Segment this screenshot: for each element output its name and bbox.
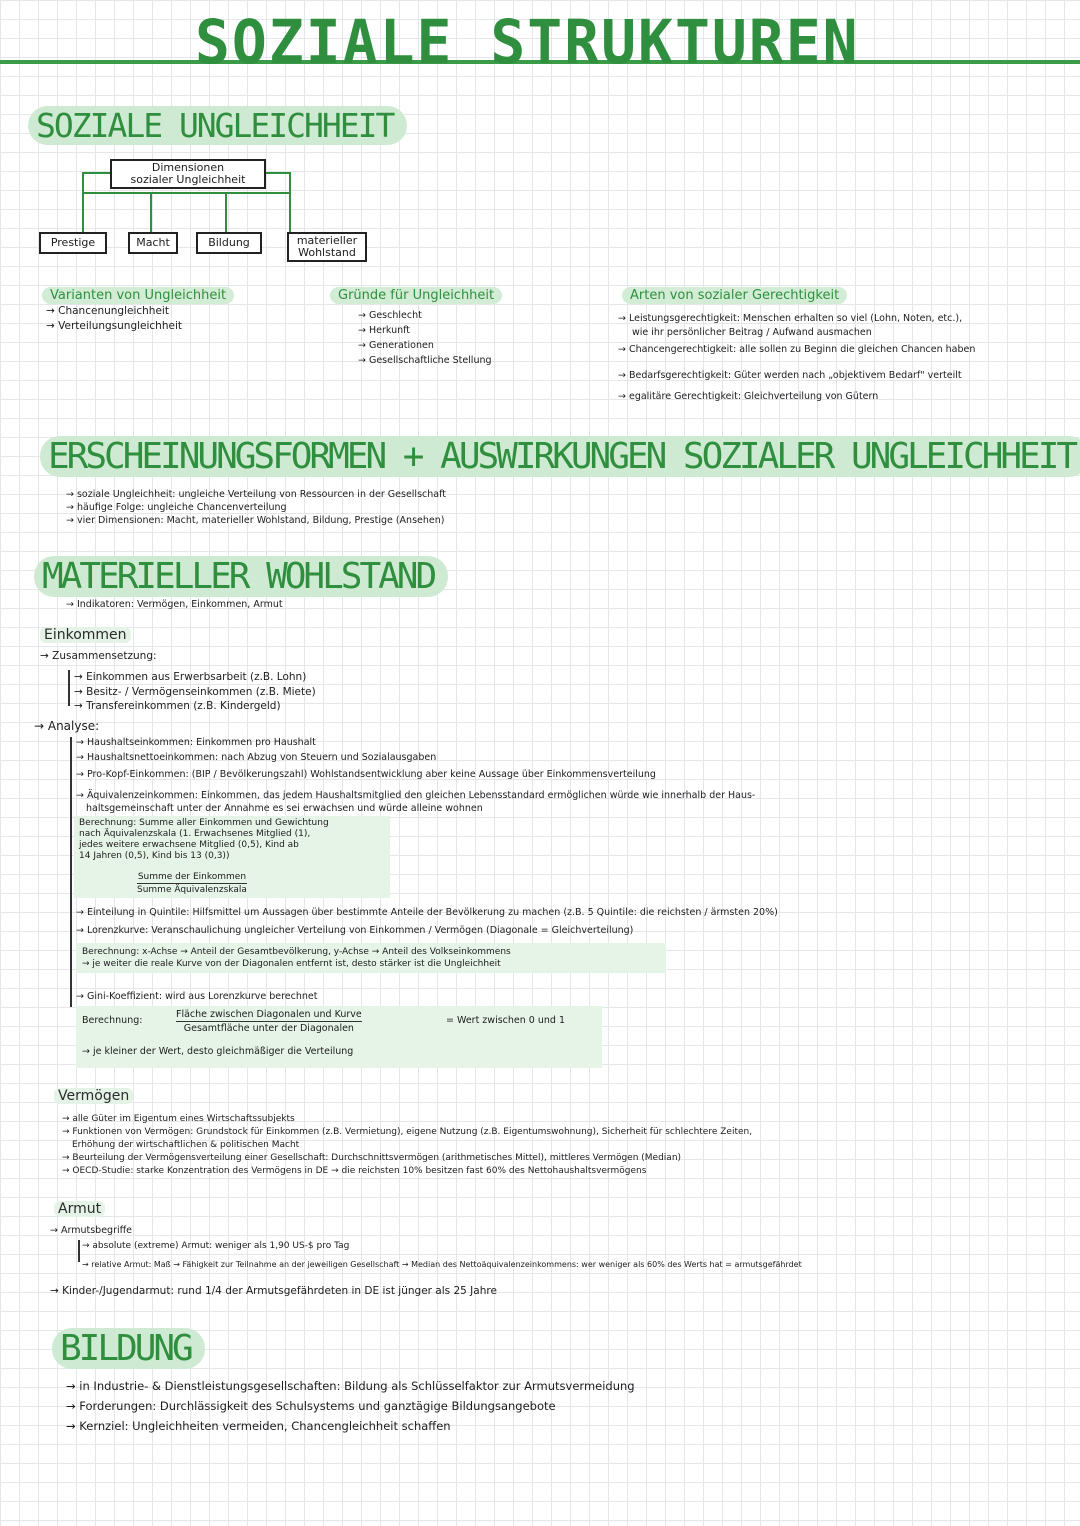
list-item: → Transfereinkommen (z.B. Kindergeld) xyxy=(74,700,281,712)
list-item: → Einkommen aus Erwerbsarbeit (z.B. Lohn) xyxy=(74,671,307,683)
list-item: → alle Güter im Eigentum eines Wirtschaftssubjekts xyxy=(62,1114,295,1124)
list-item: → Gesellschaftliche Stellung xyxy=(358,355,492,366)
page-title: SOZIALE STRUKTUREN xyxy=(195,6,860,78)
arten-item-egalitaer: → egalitäre Gerechtigkeit: Gleichverteilung von Gütern xyxy=(618,391,879,402)
analyse-item-aequivalenz: → Äquivalenzeinkommen: Einkommen, das jedem Haushaltsmitglied den gleichen Lebensstandard ermöglichen würde wie innerhalb der Haus- xyxy=(76,790,756,801)
heading-arten: Arten von sozialer Gerechtigkeit xyxy=(622,287,847,304)
heading-vermoegen: Vermögen xyxy=(54,1088,133,1104)
analyse-item-aequivalenz-cont: haltsgemeinschaft unter der Annahme es sei erwachsen und würde alleine wohnen xyxy=(86,803,483,814)
analyse-item-prokopf: → Pro-Kopf-Einkommen: (BIP / Bevölkerungszahl) Wohlstandsentwicklung aber keine Aussage über Einkommensverteilung xyxy=(76,769,656,780)
analyse-label: → Analyse: xyxy=(34,719,100,733)
heading-materieller-wohlstand: MATERIELLER WOHLSTAND xyxy=(34,556,448,597)
diagram-leaf-bildung: Bildung xyxy=(196,232,262,254)
diagram-leaf-macht: Macht xyxy=(128,232,178,254)
heading-soziale-ungleichheit: SOZIALE UNGLEICHHEIT xyxy=(28,106,407,145)
armut-kinder: → Kinder-/Jugendarmut: rund 1/4 der Armutsgefährdeten in DE ist jünger als 25 Jahre xyxy=(50,1285,497,1297)
armut-item-absolut: → absolute (extreme) Armut: weniger als 1,90 US-$ pro Tag xyxy=(82,1241,350,1251)
list-item: → Geschlecht xyxy=(358,310,422,321)
list-item: → vier Dimensionen: Macht, materieller Wohlstand, Bildung, Prestige (Ansehen) xyxy=(66,515,445,526)
arten-item-leistung: → Leistungsgerechtigkeit: Menschen erhalten so viel (Lohn, Noten, etc.), xyxy=(618,313,963,324)
list-item: → Chancenungleichheit xyxy=(46,305,169,317)
diagram-leaf-prestige: Prestige xyxy=(39,232,107,254)
heading-varianten: Varianten von Ungleichheit xyxy=(42,287,234,304)
list-item: → Generationen xyxy=(358,340,434,351)
gini-note: → je kleiner der Wert, desto gleichmäßiger die Verteilung xyxy=(82,1046,354,1057)
bildung-list xyxy=(66,1376,635,1436)
list-item: Erhöhung der wirtschaftlichen & politischen Macht xyxy=(72,1140,300,1150)
list-item: → Verteilungsungleichheit xyxy=(46,320,182,332)
heading-einkommen: Einkommen xyxy=(40,627,131,643)
list-item: → Forderungen: Durchlässigkeit des Schulsystems und ganztägige Bildungsangebote xyxy=(66,1399,556,1413)
heading-bildung: BILDUNG xyxy=(52,1328,205,1369)
erscheinungsformen-list xyxy=(66,488,446,527)
list-item: → häufige Folge: ungleiche Chancenverteilung xyxy=(66,502,287,513)
list-item: → OECD-Studie: starke Konzentration des Vermögens in DE → die reichsten 10% besitzen fast 60% des Nettohaushaltsvermögens xyxy=(62,1166,647,1176)
armutsbegriffe-label: → Armutsbegriffe xyxy=(50,1225,133,1236)
lorenz-berechnung: Berechnung: x-Achse → Anteil der Gesamtbevölkerung, y-Achse → Anteil des Volkseinkommens → je weiter die reale Kurve von der Diagonalen entfernt ist, desto stärker ist die Ungleichheit xyxy=(82,947,511,969)
gini-result: = Wert zwischen 0 und 1 xyxy=(446,1015,565,1026)
arten-item-bedarf: → Bedarfsgerechtigkeit: Güter werden nach „objektivem Bedarf" verteilt xyxy=(618,370,962,381)
berechnung-aequivalenz: Berechnung: Summe aller Einkommen und Gewichtung nach Äquivalenzskala (1. Erwachsenes Mitglied (1), jedes weitere erwachsene Mitglied (0,5), Kind ab 14 Jahren (0,5), Kind bis 13 (0,3)) xyxy=(79,818,329,861)
analyse-item-haushalt: → Haushaltseinkommen: Einkommen pro Haushalt xyxy=(76,737,316,748)
list-item: → Funktionen von Vermögen: Grundstock für Einkommen (z.B. Vermietung), eigene Nutzung (z.B. Eigentumswohnung), Sicherheit für schlechtere Zeiten, xyxy=(62,1127,753,1137)
list-item: → in Industrie- & Dienstleistungsgesellschaften: Bildung als Schlüsselfaktor zur Armutsvermeidung xyxy=(66,1379,635,1393)
heading-armut: Armut xyxy=(54,1201,105,1217)
heading-gruende: Gründe für Ungleichheit xyxy=(330,287,502,304)
armut-item-relativ: → relative Armut: Maß → Fähigkeit zur Teilnahme an der jeweiligen Gesellschaft → Median des Nettoäquivalenzeinkommens: wer weniger als 60% des Werts hat = armutsgefährdet xyxy=(82,1260,802,1269)
list-item: → Besitz- / Vermögenseinkommen (z.B. Miete) xyxy=(74,685,316,698)
zusammensetzung-list xyxy=(74,670,316,714)
vermoegen-list xyxy=(62,1113,752,1178)
fraction-aequivalenz: Summe der Einkommen Summe Äquivalenzskala xyxy=(137,872,247,895)
analyse-item-gini: → Gini-Koeffizient: wird aus Lorenzkurve berechnet xyxy=(76,991,318,1002)
gini-fraction: Fläche zwischen Diagonalen und Kurve Gesamtfläche unter der Diagonalen xyxy=(176,1009,362,1034)
zusammensetzung-label: → Zusammensetzung: xyxy=(40,650,157,662)
gini-berechnung-label: Berechnung: xyxy=(82,1015,143,1026)
analyse-item-lorenz: → Lorenzkurve: Veranschaulichung ungleicher Verteilung von Einkommen / Vermögen (Diagonale = Gleichverteilung) xyxy=(76,925,634,936)
list-item: → Herkunft xyxy=(358,325,411,336)
heading-erscheinungsformen: ERSCHEINUNGSFORMEN + AUSWIRKUNGEN SOZIALER UNGLEICHHEIT xyxy=(40,436,1080,477)
analyse-item-netto: → Haushaltsnettoeinkommen: nach Abzug von Steuern und Sozialausgaben xyxy=(76,752,437,763)
list-item: → soziale Ungleichheit: ungleiche Verteilung von Ressourcen in der Gesellschaft xyxy=(66,489,446,500)
list-item: → Beurteilung der Vermögensverteilung einer Gesellschaft: Durchschnittsvermögen (arithmetisches Mittel), mittleres Vermögen (Median) xyxy=(62,1153,682,1163)
arten-item-leistung-cont: wie ihr persönlicher Beitrag / Aufwand ausmachen xyxy=(632,327,872,338)
varianten-list xyxy=(46,304,182,334)
indikatoren: → Indikatoren: Vermögen, Einkommen, Armut xyxy=(66,599,283,610)
diagram-leaf-wohlstand: materieller Wohlstand xyxy=(287,232,367,262)
list-item: → Kernziel: Ungleichheiten vermeiden, Chancengleichheit schaffen xyxy=(66,1419,451,1433)
diagram-root: Dimensionen sozialer Ungleichheit xyxy=(110,159,266,189)
gruende-list xyxy=(358,308,492,368)
arten-item-chancen: → Chancengerechtigkeit: alle sollen zu Beginn die gleichen Chancen haben xyxy=(618,344,976,355)
analyse-item-quintile: → Einteilung in Quintile: Hilfsmittel um Aussagen über bestimmte Anteile der Bevölkerung zu machen (z.B. 5 Quintile: die reichsten / ärmsten 20%) xyxy=(76,907,778,918)
